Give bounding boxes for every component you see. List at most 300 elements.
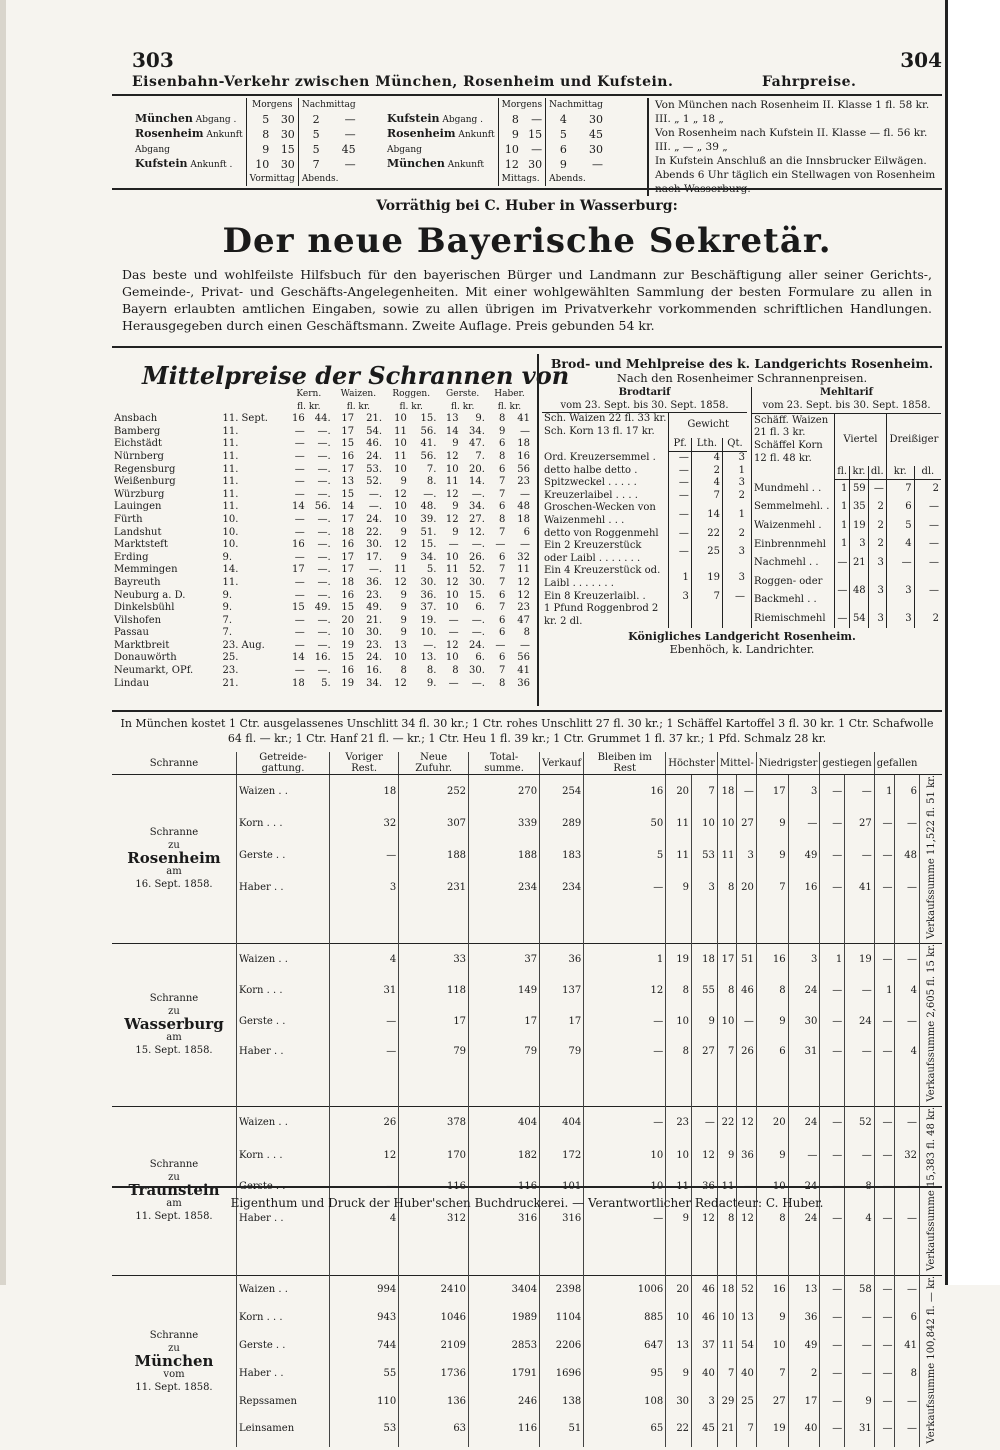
schranne-value: 16 [756,1275,788,1304]
schrannen-header: Schranne [112,752,237,775]
brod-weight: 2 [722,528,747,541]
mp-value: 48. [420,501,437,513]
schranne-value: — [895,1106,920,1139]
mp-value: —. [368,501,383,513]
schranne-value: — [737,1171,757,1203]
mp-value: 10 [341,627,355,639]
schranne-value: 3404 [469,1275,540,1304]
verkaufssumme-text: Verkaufssumme 15,383 fl. 48 kr. [925,1106,937,1271]
mp-value: 9 [400,589,407,601]
schranne-value: — [820,1275,845,1304]
tt-time: 9 [246,142,272,157]
mp-value: 17 [341,513,355,525]
ad-kicker: Vorräthig bei C. Huber in Wasserburg: [376,198,678,214]
schranne-value: 3 [330,871,399,903]
mittelpreise-title: Mittelpreise der Schrannen von [142,361,570,390]
schranne-row [112,975,942,1006]
schranne-value: 246 [469,1387,540,1415]
schranne-value: — [820,1415,845,1443]
schranne-row [112,808,942,840]
grain-name: Korn . . . [237,975,330,1006]
railway-header: Eisenbahn-Verkehr zwischen München, Rosenheim und Kufstein. [132,74,674,90]
brod-weight: 2 [722,490,747,503]
mp-value: —. [317,476,331,488]
mp-value: 6 [523,526,530,538]
schranne-value: 234 [540,871,584,903]
mp-unit: fl. kr. [497,401,522,412]
mp-date: 14. [222,564,239,576]
mp-value: 11 [517,564,530,576]
tt-time: 30 [280,112,295,126]
mehl-row [752,498,942,517]
mp-row [112,602,532,615]
tt-morgens-head: Morgens [498,98,545,112]
mehl-price: 48 [850,572,868,609]
mp-value: 11 [394,450,407,462]
schranne-value: 24 [788,975,820,1006]
schranne-value: 943 [330,1304,399,1332]
brod-weight: — [669,528,691,541]
tt-row [384,142,606,157]
schranne-value: 116 [469,1171,540,1203]
mp-value: 17 [341,463,355,475]
verkaufssumme [920,1275,943,1447]
mp-value: 9 [400,526,407,538]
brod-weight: — [669,451,691,464]
mp-value: 15. [420,539,437,551]
schranne-value: 95 [584,1359,666,1387]
brod-weight [691,603,722,628]
schranne-value: 9 [756,839,788,871]
schranne-label-line: Schranne [149,993,199,1005]
schranne-value: 55 [330,1359,399,1387]
verkaufssumme-text: Verkaufssumme 11,522 fl. 51 kr. [925,775,937,939]
mp-place: Erding [114,551,149,563]
brod-weight: 3 [722,565,747,590]
schranne-value: — [584,1203,666,1235]
tt-time: 45 [588,127,603,141]
mehl-price: — [886,554,914,573]
mp-header: Gerste. [446,389,480,399]
schranne-value: — [874,1171,895,1203]
mp-value: 20 [341,614,355,626]
schranne-value: 8 [756,1203,788,1235]
schranne-value: 8 [717,1203,736,1235]
tt-morgens-head: Morgens [246,98,298,112]
mp-value: 6 [499,627,506,639]
brod-weight: 4 [691,477,722,490]
mp-value: 23 [517,476,530,488]
mp-place: Vilshofen [114,614,162,626]
mehl-price: 3 [868,572,886,609]
schranne-value: 79 [469,1037,540,1068]
schranne-row [112,1304,942,1332]
schranne-value: 4 [845,1203,874,1235]
schranne-value: 49 [788,839,820,871]
brod-weight: 3 [722,540,747,565]
fare-line: Von München nach Rosenheim II. Klasse 1 fl. 58 kr. [655,99,930,111]
schranne-value: 11 [666,839,692,871]
mp-value: 17 [292,564,305,576]
mp-value: 36. [420,589,437,601]
mp-date: 9. [222,589,233,601]
header-rule [112,94,942,96]
mp-row [112,564,532,577]
court-signature: Königliches Landgericht Rosenheim. [628,630,856,644]
mehl-item: Roggen- oder Backmehl . . [754,576,823,606]
mp-value: 17 [341,564,355,576]
mehl-price: 3 [850,535,868,554]
schranne-value: 17 [756,775,788,808]
mp-row [112,615,532,628]
schranne-value: 21 [717,1415,736,1443]
mp-unit: fl. kr. [297,401,321,412]
tt-time: 5 [298,142,322,157]
schranne-value: 11 [717,839,736,871]
ad-rule [112,346,942,348]
schranne-row [112,1037,942,1068]
mp-value: 5. [321,677,331,689]
schrannen-header: Mittel- [717,752,756,775]
tt-station-name: Kufstein [387,112,440,125]
mehl-row [752,517,942,536]
tt-time: 9 [498,127,522,142]
mp-value: 9 [400,627,407,639]
schranne-value: — [820,1304,845,1332]
mp-row [112,476,532,489]
mp-value: —. [317,589,331,601]
schranne-value: 2 [788,1359,820,1387]
mp-date: 11. [222,438,239,450]
schranne-value: 188 [469,839,540,871]
schranne-value: 10 [756,1332,788,1360]
grain-name: Korn . . . [237,1139,330,1171]
tt-foot-right: Abends. [298,172,358,186]
schranne-value: 26 [330,1106,399,1139]
mp-value: 5. [426,564,437,576]
schranne-value: 23 [666,1106,692,1139]
grain-name: Waizen . . [237,1275,330,1304]
schranne-label-line: 11. Sept. 1858. [135,1381,213,1393]
tt-time: 5 [546,127,570,142]
mp-value: —. [317,463,331,475]
tt-spacer [132,98,246,112]
mp-value: 12 [445,450,459,462]
tt-kind: Ankunft . [187,160,233,170]
mp-date: 11. [222,425,239,437]
schranne-value: 12 [692,1203,718,1235]
schrannen-header: Höchster [666,752,718,775]
schranne-value: — [845,975,874,1006]
tt-time: 5 [298,127,322,142]
schranne-value: 12 [692,1139,718,1171]
schranne-value: — [874,943,895,975]
mp-place: Dinkelsbühl [114,602,175,614]
schranne-value: — [895,871,920,903]
page-edge-left [0,0,6,1285]
schranne-value: 1104 [540,1304,584,1332]
tt-spacer [384,98,498,112]
mp-row [112,501,532,514]
mehl-price: 3 [886,572,914,609]
mehl-price: 2 [868,498,886,517]
schranne-value: 18 [717,1275,736,1304]
mp-value: 18 [292,677,305,689]
mp-value: 12 [445,488,459,500]
schranne-value: — [874,1106,895,1139]
tt-nachmittag-head: Nachmittag [298,98,358,112]
mp-value: — [294,576,305,588]
schranne-value: 41 [895,1332,920,1360]
schranne-value: — [874,1415,895,1443]
mp-value: —. [317,539,331,551]
mp-value: 15. [469,589,485,601]
schranne-value: 27 [692,1037,718,1068]
schranne-value: 744 [330,1332,399,1360]
schranne-value: 13 [737,1304,757,1332]
schranne-value: 8 [717,975,736,1006]
brod-item: Ein 8 Kreuzerlaibl. . [544,590,646,602]
schranne-value: 7 [756,1359,788,1387]
schranne-value: — [874,839,895,871]
fare-line: III. „ — „ 39 „ [655,141,728,153]
munich-prices-note: In München kostet 1 Ctr. ausgelassenes Unschlitt 34 fl. 30 kr.; 1 Ctr. rohes Unschlitt 27 fl. 30 kr.; 1 Schäffel Kartoffel 3 fl. 30 kr. 1 Ctr. Schafwolle 64 fl. — kr.; 1 Ctr. Hanf 21 fl. — kr.; 1 Ctr. Heu 1 fl. 39 kr.; 1 Ctr. Grummet 1 fl. 37 kr.; 1 Pfd. Schmalz 28 kr. [120,717,934,745]
schranne-value: 234 [469,871,540,903]
schranne-value: 4 [895,1037,920,1068]
mp-value: — [495,539,506,551]
schranne-value: 45 [692,1415,718,1443]
schranne-value: 53 [692,839,718,871]
schranne-value: 3 [737,839,757,871]
schranne-label-line: Rosenheim [127,849,221,868]
schranne-value: 17 [717,943,736,975]
schranne-value: 101 [540,1171,584,1203]
mp-value: —. [471,614,485,626]
mp-row [112,438,532,451]
mp-value: 41. [420,438,437,450]
mp-value: 14 [341,501,355,513]
mp-value: 36 [517,677,530,689]
mp-row [112,426,532,439]
tt-time: — [531,142,543,156]
mehl-price: 2 [868,535,886,554]
tt-kind: Ankunft [444,160,485,170]
mehl-price: 1 [835,480,850,499]
tt-time: 10 [246,157,272,172]
mp-value: 10 [394,463,407,475]
brod-weight: 3 [722,477,747,490]
schranne-value: 647 [584,1332,666,1360]
ad-title: Der neue Bayerische Sekretär. [222,221,832,261]
schranne-value: 20 [666,1275,692,1304]
tt-row [132,142,359,157]
brod-item: Ein 2 Kreuzerstück oder Laibl . . . . . . . [544,540,642,564]
mp-value: 23 [517,602,530,614]
schranne-value: 6 [895,775,920,808]
schranne-value: 110 [330,1387,399,1415]
mehl-price: — [835,554,850,573]
mp-value: — [294,463,305,475]
mp-value: 16 [341,589,355,601]
schranne-value: 9 [666,1203,692,1235]
schranne-value: 79 [399,1037,469,1068]
mp-value: — [294,551,305,563]
spacer [542,438,669,451]
schranne-value: — [895,1275,920,1304]
brod-row [542,502,747,527]
mp-value: 11 [394,564,407,576]
mehltarif-head: Mehltarif [820,387,873,399]
schranne-value: 1736 [399,1359,469,1387]
mp-value: 10 [394,501,407,513]
mp-value: 17 [341,551,355,563]
gewicht-unit: Lth. [691,438,722,451]
mp-value: 17. [366,551,383,563]
mp-value: 6 [499,438,506,450]
mp-value: 8 [499,677,506,689]
schranne-value: — [737,775,757,808]
schrannen-header: Verkauf [540,752,584,775]
schranne-value: 32 [330,808,399,840]
tt-station [384,157,498,172]
schranne-value: 183 [540,839,584,871]
grain-name: Gerste . . [237,1006,330,1037]
grain-name: Gerste . . [237,839,330,871]
mp-value: —. [317,639,331,651]
mp-date: 11. [222,501,239,513]
column-divider [537,354,539,706]
tt-station-name: München [387,157,445,170]
mittelpreise-table [112,388,532,690]
schranne-value: 2853 [469,1332,540,1360]
brod-weight: — [669,502,691,527]
mp-value: 49. [366,602,383,614]
mp-value: — [294,526,305,538]
mp-value: 24. [366,652,383,664]
schranne-value: 9 [692,1006,718,1037]
mp-value: 56. [314,501,331,513]
gewicht-head: Gewicht [669,413,747,439]
schranne-spacer [112,1443,942,1447]
schranne-value: 30 [788,1006,820,1037]
schranne-value: 18 [330,775,399,808]
gewicht-unit: Qt. [722,438,747,451]
schrannen-header: Bleiben im Rest [584,752,666,775]
schranne-value: 885 [584,1304,666,1332]
schranne-label-line: 16. Sept. 1858. [135,879,213,891]
mp-value: — [520,639,530,651]
mp-value: — [294,488,305,500]
mp-date: 7. [222,627,233,639]
schranne-spacer [112,903,942,943]
fare-line: III. „ 1 „ 18 „ [655,113,724,125]
schranne-value: 46 [737,975,757,1006]
brod-row [542,565,747,590]
mp-place: Neuburg a. D. [114,589,186,601]
schranne-value: 10 [584,1139,666,1171]
mp-value: 24. [366,513,383,525]
schranne-value: 24 [788,1106,820,1139]
schranne-value: 36 [788,1304,820,1332]
mehl-price: 2 [868,517,886,536]
mp-value: — [520,425,530,437]
mp-value: — [294,639,305,651]
tt-time: 4 [546,112,570,127]
schranne-label-line: Traunstein [128,1181,220,1200]
mp-value: —. [368,564,383,576]
tt-spacer [384,172,498,186]
schranne-value: 36 [737,1139,757,1171]
tt-station [132,112,246,127]
mp-place: Landshut [114,526,162,538]
schranne-value: 46 [692,1275,718,1304]
mehl-item: Waizenmehl . [754,520,822,531]
schranne-value: — [874,1037,895,1068]
tt-time: 15 [280,142,295,156]
mp-place: Lauingen [114,501,162,513]
mp-value: — [294,665,305,677]
mp-value: — [294,614,305,626]
brod-subtitle: Nach den Rosenheimer Schrannenpreisen. [616,371,868,385]
brod-item: detto von Roggenmehl [544,527,659,539]
mp-value: 23. [366,589,383,601]
mp-place: Eichstädt [114,438,163,450]
tt-station-name: Rosenheim [387,127,456,140]
grain-name: Haber . . [237,871,330,903]
brod-weight: 22 [691,528,722,541]
mp-value: —. [317,513,331,525]
mp-place: Regensburg [114,463,176,475]
schranne-label-line: Wasserburg [124,1015,224,1034]
brod-weight: 1 [722,502,747,527]
schranne-value: — [820,1139,845,1171]
schranne-value: — [820,1332,845,1360]
mp-value: — [520,488,530,500]
schranne-value: 26 [737,1037,757,1068]
mp-date: 10. [222,513,239,525]
brod-weight: 2 [691,465,722,478]
mehl-price: — [914,498,941,517]
schranne-value: 170 [399,1139,469,1171]
schranne-value: 1006 [584,1275,666,1304]
tt-time: 30 [280,127,295,141]
mp-value: 11 [445,476,459,488]
schranne-value: 10 [584,1171,666,1203]
schranne-value: 31 [788,1037,820,1068]
mp-value: 9. [426,677,437,689]
schranne-label-line: 15. Sept. 1858. [135,1045,213,1057]
brod-weight: 3 [669,591,691,604]
mp-value: 7 [499,665,506,677]
mp-value: 9 [400,551,407,563]
mehl-price: 35 [850,498,868,517]
brod-base [542,413,669,439]
tt-station [132,157,246,172]
schranne-value: 27 [737,808,757,840]
mp-value: — [294,438,305,450]
mp-value: — [448,627,459,639]
mp-value: 14 [292,652,305,664]
imprint-footer: Eigenthum und Druck der Huber'schen Buchdruckerei. — Verantwortlicher Redacteur: C. Huber. [230,1196,824,1210]
schranne-value: — [874,1203,895,1235]
grain-name: Waizen . . [237,943,330,975]
schranne-value: — [845,1332,874,1360]
mehl-price: — [835,610,850,629]
schranne-value: 316 [540,1203,584,1235]
schranne-value: — [895,1171,920,1203]
mp-value: 10 [445,652,459,664]
schranne-value: 316 [469,1203,540,1235]
